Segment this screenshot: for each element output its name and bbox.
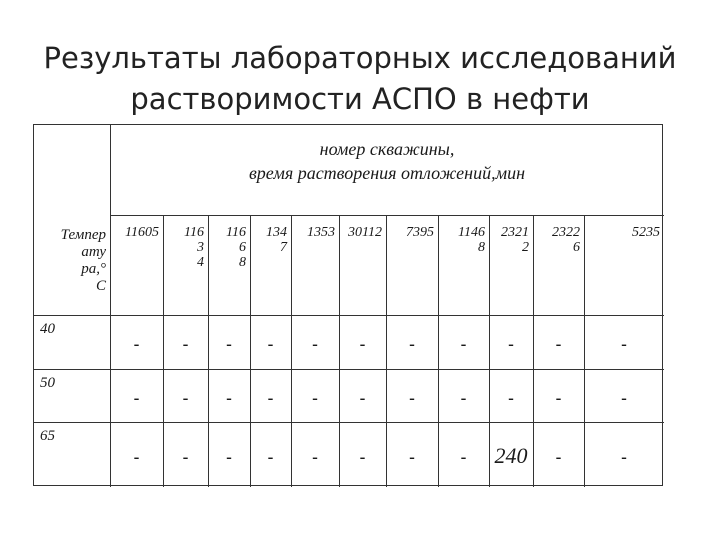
table-cell-dash: - [226,387,232,408]
slide-title-line-1: Результаты лабораторных исследований [43,41,677,75]
column-header-well: 5235 [632,225,660,240]
row-header-label: Темпер ату ра,° C [60,227,106,294]
table-cell-dash: - [182,446,189,467]
table-cell-dash: - [460,334,467,354]
table-caption-line-1: номер скважины, [319,139,455,159]
results-table [33,124,663,486]
table-cell-dash: - [133,446,140,467]
table-grid-line [34,369,664,370]
table-cell-dash: - [133,387,140,408]
table-cell-dash: - [359,446,366,467]
slide-title-line-2: растворимости АСПО в нефти [130,82,590,116]
table-cell-dash: - [359,334,366,354]
column-header-well: 116 6 8 [226,225,246,270]
table-cell-dash: - [182,387,189,408]
column-header-well: 7395 [406,225,434,240]
column-header-well: 2321 2 [501,225,529,255]
table-cell-dash: - [460,387,467,408]
table-cell-dash: - [133,334,140,354]
table-cell-dash: - [555,334,562,354]
row-temperature-label: 40 [40,321,55,337]
slide-title [40,38,680,120]
table-grid-line [34,422,664,423]
table-cell-dash: - [226,334,232,354]
table-cell-dash: - [621,387,627,408]
table-cell-dash: - [621,334,627,354]
table-cell-dash: - [409,446,415,467]
row-temperature-label: 65 [40,428,55,444]
table-cell-dash: - [267,387,274,408]
table-cell-dash: - [267,446,274,467]
column-header-well: 2322 6 [552,225,580,255]
table-cell-dash: - [555,387,562,408]
table-cell-dash: - [508,334,514,354]
table-cell-dash: - [226,446,232,467]
table-cell-dash: - [409,387,415,408]
table-cell-dash: - [460,446,467,467]
table-cell-value: 240 [494,442,528,468]
table-grid-line [34,315,664,316]
column-header-well: 1353 [307,225,335,240]
table-grid-line [110,215,664,216]
column-header-well: 134 7 [266,225,287,255]
column-header-well: 30112 [348,225,382,240]
table-cell-dash: - [312,446,318,467]
table-caption-line-2: время растворения отложений,мин [248,163,526,183]
table-cell-dash: - [621,446,627,467]
table-cell-dash: - [312,387,318,408]
table-cell-dash: - [359,387,366,408]
table-cell-dash: - [267,334,274,354]
column-header-well: 116 3 4 [184,225,204,270]
table-cell-dash: - [312,334,318,354]
column-header-well: 11605 [125,225,159,240]
table-caption [110,137,664,185]
row-temperature-label: 50 [40,375,55,391]
table-cell-dash: - [508,387,514,408]
table-cell-dash: - [409,334,415,354]
column-header-well: 1146 8 [458,225,485,255]
table-cell-dash: - [555,446,562,467]
table-cell-dash: - [182,334,189,354]
